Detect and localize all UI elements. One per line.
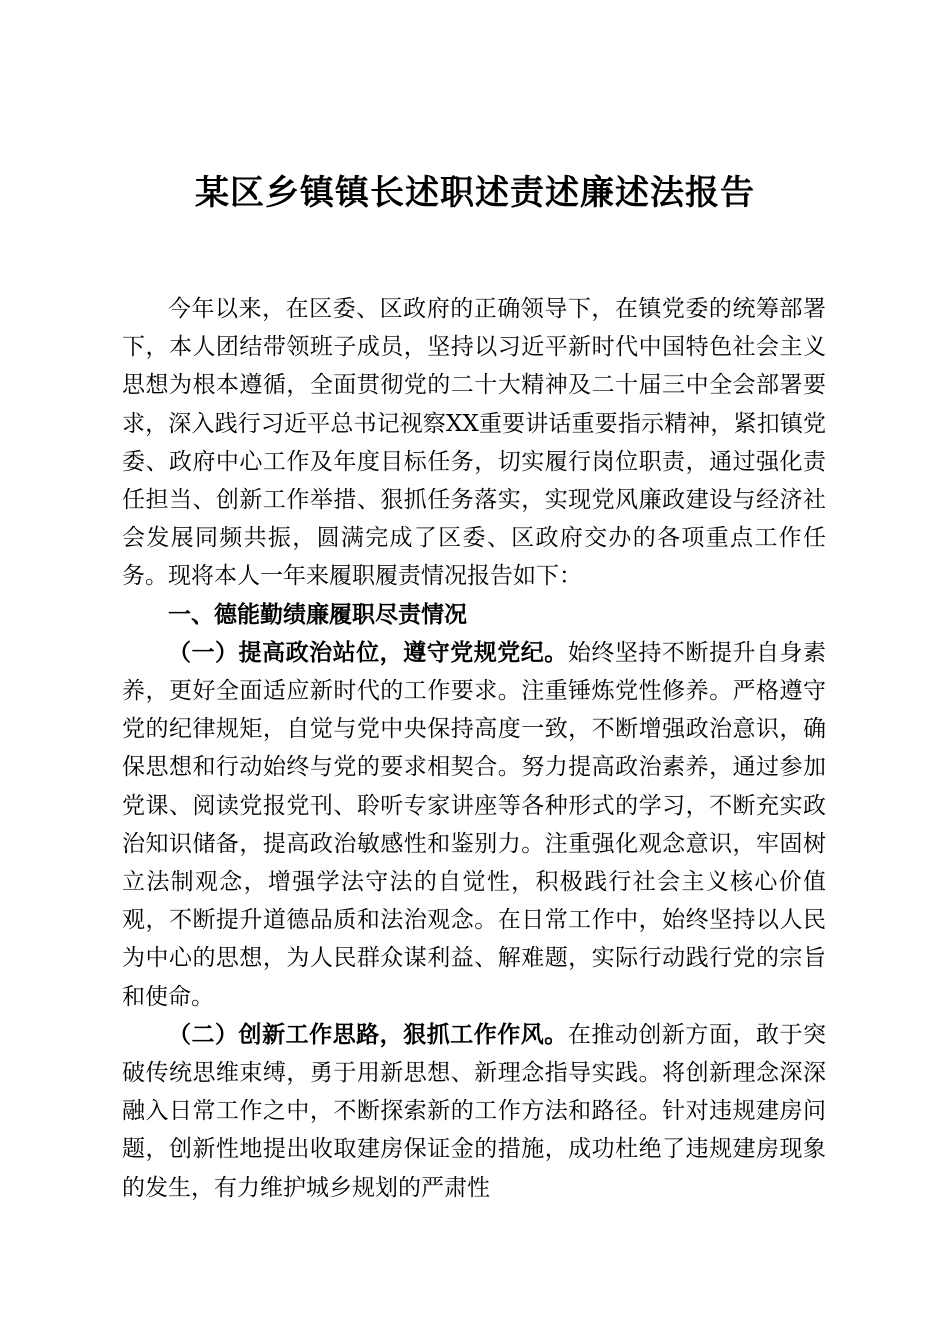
paragraph-1-text: 始终坚持不断提升自身素养，更好全面适应新时代的工作要求。注重锤炼党性修养。严格遵守党的纪律规矩，自觉与党中央保持高度一致，不断增强政治意识，确保思想和行动始终与党的要求相契合。努力提高政治素养，通过参加党课、阅读党报党刊、聆听专家讲座等各种形式的学习，不断充实政治知识储备，提高政治敏感性和鉴别力。注重强化观念意识，牢固树立法制观念，增强学法守法的自觉性，积极践行社会主义核心价值观，不断提升道德品质和法治观念。在日常工作中，始终坚持以人民为中心的思想，为人民群众谋利益、解难题，实际行动践行党的宗旨和使命。	[122, 639, 827, 1010]
paragraph-1-title: （一）提高政治站位，遵守党规党纪。	[168, 638, 568, 666]
paragraph-2-title: （二）创新工作思路，狠抓工作作风。	[168, 1020, 568, 1048]
document-title: 某区乡镇镇长述职述责述廉述法报告	[195, 173, 755, 213]
body-paragraph-1	[122, 634, 826, 1016]
section-heading: 一、德能勤绩廉履职尽责情况	[168, 601, 467, 628]
body-paragraph-2	[122, 1016, 826, 1207]
paragraph-2-text: 在推动创新方面，敢于突破传统思维束缚，勇于用新思想、新理念指导实践。将创新理念深深融入日常工作之中，不断探索新的工作方法和路径。针对违规建房问题，创新性地提出收取建房保证金的措施，成功杜绝了违规建房现象的发生，有力维护城乡规划的严肃性	[122, 1021, 827, 1201]
intro-paragraph: 今年以来，在区委、区政府的正确领导下，在镇党委的统筹部署下，本人团结带领班子成员，坚持以习近平新时代中国特色社会主义思想为根本遵循，全面贯彻党的二十大精神及二十届三中全会部署要求，深入践行习近平总书记视察XX重要讲话重要指示精神，紧扣镇党委、政府中心工作及年度目标任务，切实履行岗位职责，通过强化责任担当、创新工作举措、狠抓任务落实，实现党风廉政建设与经济社会发展同频共振，圆满完成了区委、区政府交办的各项重点工作任务。现将本人一年来履职履责情况报告如下：	[122, 296, 826, 590]
document-body	[122, 290, 826, 1207]
